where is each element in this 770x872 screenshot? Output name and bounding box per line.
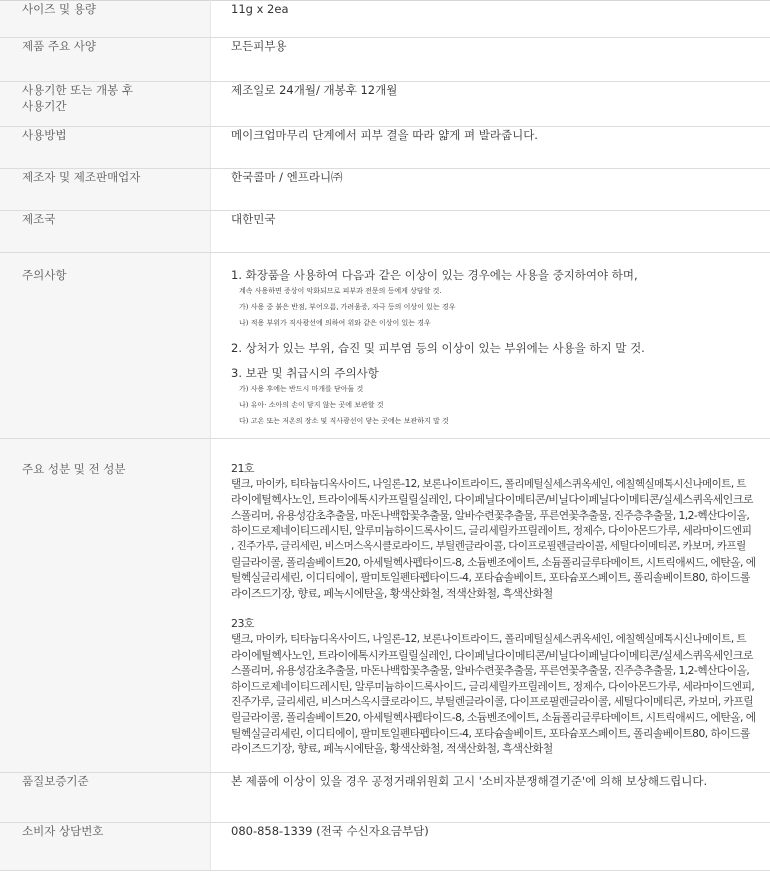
ingredient-line: 하이드로제네이티드레시틴, 알루미늄하이드록사이드, 글리세릴카프릴레이트, 정제수, 다이아몬드가루, 세라마이드엔피, <box>231 679 755 693</box>
label-country: 제조국 <box>0 211 211 253</box>
ingredient-line: , 진주가루, 글리세린, 비스머스옥시클로라이드, 부틸렌글라이콜, 다이프로필렌글라이콜, 세틸다이메티콘, 카보머, 카프릴 <box>231 539 746 552</box>
ingredient-line: 하이드로제네이티드레시틴, 알루미늄하이드록사이드, 글리세릴카프릴레이트, 정제수, 다이아몬드가루, 세라마이드엔피 <box>231 524 752 538</box>
row-country <box>0 211 770 253</box>
value-maker: 한국콜마 / 엔프라니㈜ <box>211 169 770 211</box>
caution-line: 2. 상처가 있는 부위, 습진 및 피부염 등의 이상이 있는 부위에는 사용을 하지 말 것. <box>231 341 645 355</box>
ingredient-line: 탤크, 마이카, 티타늄디옥사이드, 나일론-12, 보론나이트라이드, 폴리메틸실세스퀴옥세인, 에칠헥실메톡시신나메이트, 트 <box>231 632 746 645</box>
caution-line: 가) 사용 중 붉은 반점, 부어오름, 가려움증, 자극 등의 이상이 있는 경우 <box>239 303 456 311</box>
ingredient-line: 틸헥실글리세린, 이디티에이, 팔미토일펜타펩타이드-4, 포타슘솔베이트, 포타슘포스페이트, 폴리솔베이트80, 하이드롤 <box>231 571 750 585</box>
row-contact <box>0 823 770 871</box>
ingredient-line: 라이에틸헥사노인, 트라이에톡시카프릴릴실레인, 다이페닐다이메티콘/비닐다이페닐다이메티콘/실세스퀴옥세인크로 <box>231 648 753 662</box>
value-quality: 본 제품에 이상이 있을 경우 공정거래위원회 고시 '소비자분쟁해결기준'에 의해 보상해드립니다. <box>211 773 770 823</box>
value-caution <box>211 253 770 439</box>
ingredient-group-title: 23호 <box>231 617 254 631</box>
caution-line: 1. 화장품을 사용하여 다음과 같은 이상이 있는 경우에는 사용을 중지하여야 하며, <box>231 268 638 282</box>
row-usage <box>0 127 770 169</box>
caution-line: 다) 고온 또는 저온의 장소 및 직사광선이 닿는 곳에는 보관하지 말 것 <box>239 417 449 425</box>
value-spec: 모든피부용 <box>211 38 770 82</box>
value-ingredients <box>211 439 770 773</box>
value-usage: 메이크업마무리 단계에서 피부 결을 따라 얇게 펴 발라줍니다. <box>211 127 770 169</box>
ingredient-line: 탤크, 마이카, 티타늄디옥사이드, 나일론-12, 보론나이트라이드, 폴리메틸실세스퀴옥세인, 에칠헥실메톡시신나메이트, 트 <box>231 477 746 490</box>
label-contact: 소비자 상담번호 <box>0 823 211 871</box>
caution-line: 계속 사용하면 증상이 악화되므로 피부과 전문의 등에게 상담할 것. <box>239 287 442 295</box>
value-contact: 080-858-1339 (전국 수신자요금부담) <box>211 823 770 871</box>
label-ingredients: 주요 성분 및 전 성분 <box>0 439 211 773</box>
value-size: 11g x 2ea <box>211 1 770 38</box>
label-usage: 사용방법 <box>0 127 211 169</box>
label-expiry <box>0 82 211 127</box>
row-spec <box>0 38 770 82</box>
ingredient-group-title: 21호 <box>231 462 254 475</box>
label-maker: 제조자 및 제조판매업자 <box>0 169 211 211</box>
ingredient-line: 스폴리머, 유용성감초추출물, 마돈나백합꽃추출물, 알바수련꽃추출물, 푸른연꽃추출물, 진주층추출물, 1,2-헥산다이올, <box>231 508 750 522</box>
caution-line: 나) 유아· 소아의 손이 닿지 않는 곳에 보관할 것 <box>239 401 384 409</box>
ingredient-line: 라이즈드기장, 향료, 페녹시에탄올, 황색산화철, 적색산화철, 흑색산화철 <box>231 586 553 600</box>
caution-line: 가) 사용 후에는 반드시 마개를 닫아둘 것 <box>239 385 364 393</box>
ingredient-line: 릴글라이콜, 폴리솔베이트20, 아세틸헥사펩타이드-8, 소듐벤조에이트, 소듐폴리글루타메이트, 시트릭애씨드, 에탄올, 에 <box>231 555 756 569</box>
row-ingredients <box>0 439 770 773</box>
caution-line: 3. 보관 및 취급시의 주의사항 <box>231 366 379 380</box>
row-size <box>0 1 770 38</box>
value-expiry: 제조일로 24개월/ 개봉후 12개월 <box>211 82 770 127</box>
label-expiry-line-2: 사용기간 <box>22 99 67 113</box>
ingredient-line: 스폴리머, 유용성감초추출물, 마돈나백합꽃추출물, 알바수련꽃추출물, 푸른연꽃추출물, 진주층추출물, 1,2-헥산다이올, <box>231 664 750 678</box>
label-size: 사이즈 및 용량 <box>0 1 211 38</box>
row-expiry <box>0 82 770 127</box>
label-quality: 품질보증기준 <box>0 773 211 823</box>
ingredient-line: 라이즈드기장, 향료, 페녹시에탄올, 황색산화철, 적색산화철, 흑색산화철 <box>231 742 553 756</box>
ingredient-line: 라이에틸헥사노인, 트라이에톡시카프릴릴실레인, 다이페닐다이메티콘/비닐다이페닐다이메티콘/실세스퀴옥세인크로 <box>231 493 753 507</box>
ingredient-line: 릴글라이콜, 폴리솔베이트20, 아세틸헥사펩타이드-8, 소듐벤조에이트, 소듐폴리글루타메이트, 시트릭애씨드, 에탄올, 에 <box>231 710 756 724</box>
caution-line: 나) 적용 부위가 직사광선에 의하여 위와 같은 이상이 있는 경우 <box>239 319 431 327</box>
label-caution: 주의사항 <box>0 253 211 439</box>
row-caution <box>0 253 770 439</box>
row-maker <box>0 169 770 211</box>
ingredient-line: 틸헥실글리세린, 이디티에이, 팔미토일펜타펩타이드-4, 포타슘솔베이트, 포타슘포스페이트, 폴리솔베이트80, 하이드롤 <box>231 726 750 740</box>
row-quality <box>0 773 770 823</box>
label-expiry-line-1: 사용기한 또는 개봉 후 <box>22 83 133 97</box>
ingredient-line: 진주가루, 글리세린, 비스머스옥시클로라이드, 부틸렌글라이콜, 다이프로필렌글라이콜, 세틸다이메티콘, 카보머, 카프릴 <box>231 695 754 709</box>
label-spec: 제품 주요 사양 <box>0 38 211 82</box>
value-country: 대한민국 <box>211 211 770 253</box>
